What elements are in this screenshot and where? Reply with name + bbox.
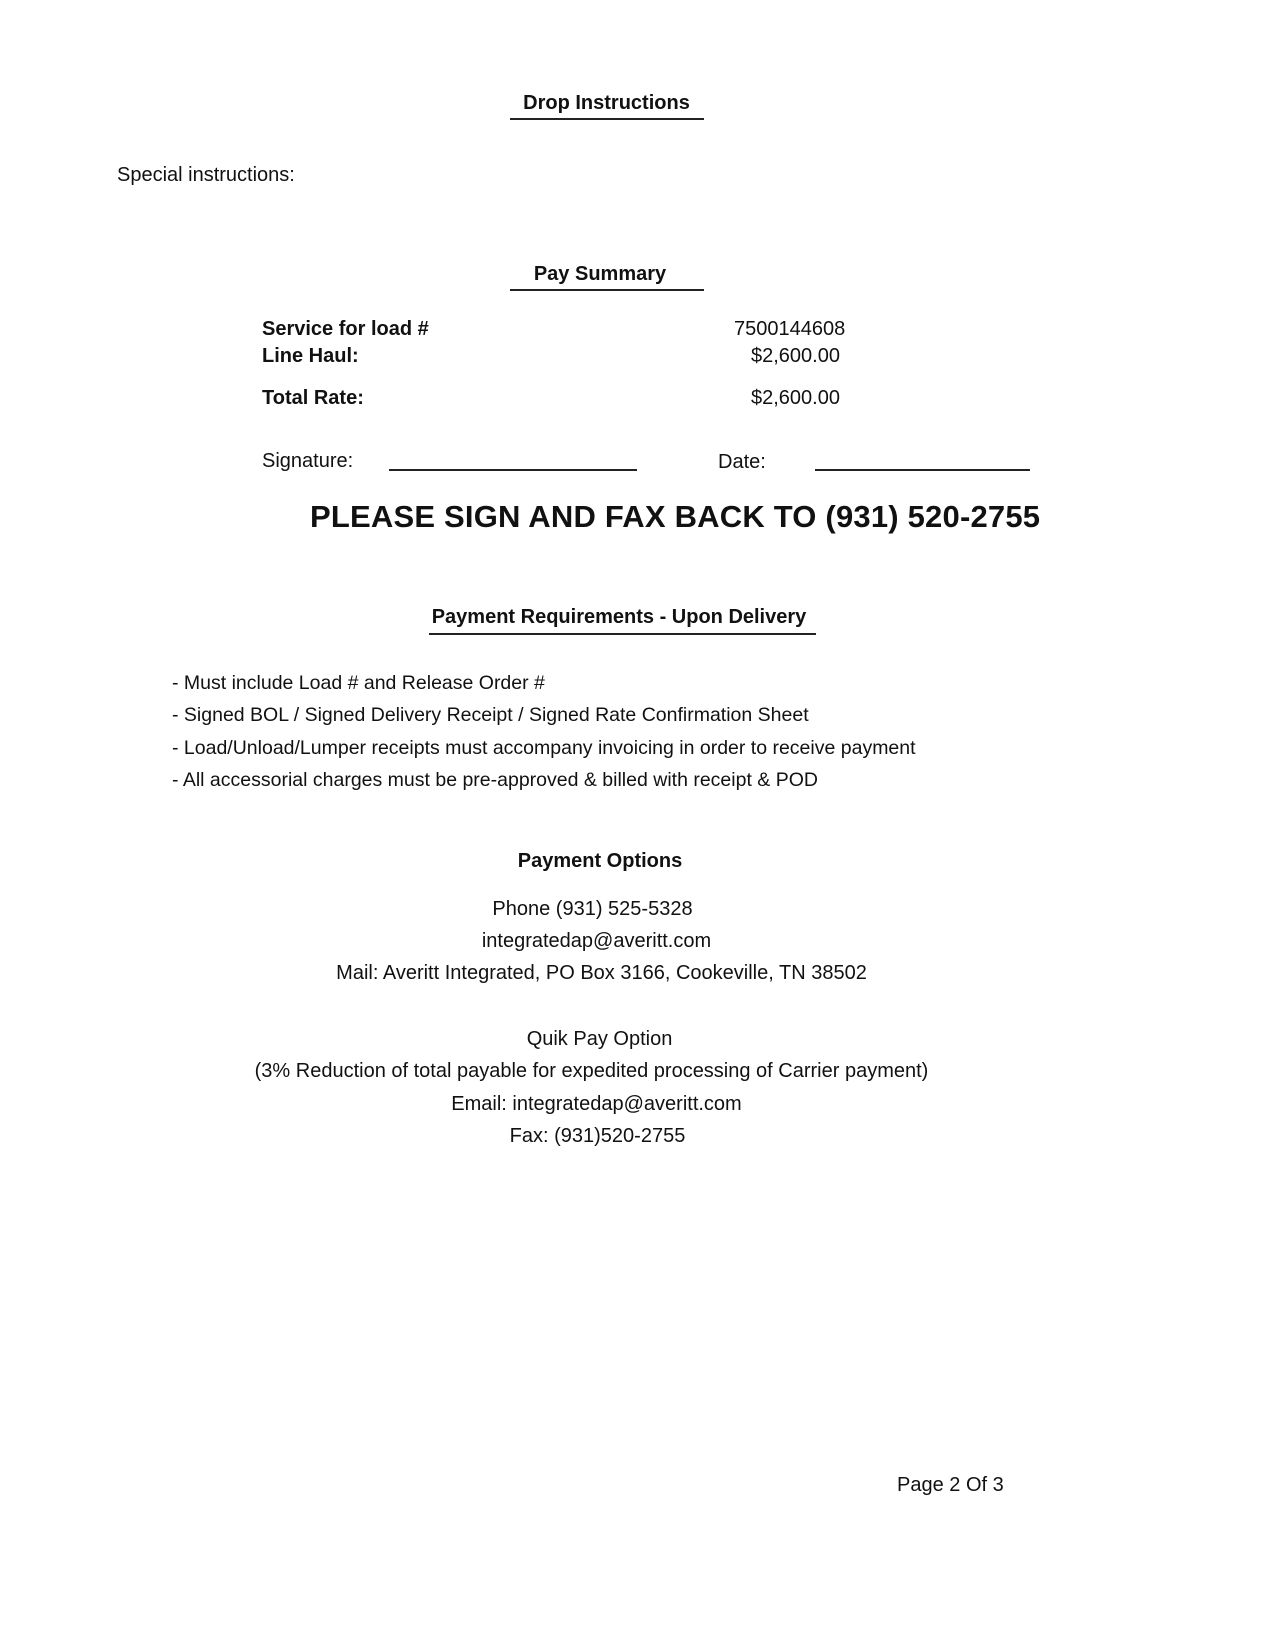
payment-requirements-heading: Payment Requirements - Upon Delivery [431,606,807,628]
requirement-item: - Must include Load # and Release Order # [172,672,545,694]
pay-summary-underline [510,289,704,291]
quik-pay-note: (3% Reduction of total payable for expedited processing of Carrier payment) [254,1060,929,1082]
requirement-item: - Signed BOL / Signed Delivery Receipt / Signed Rate Confirmation Sheet [172,704,809,726]
page-number: Page 2 Of 3 [897,1474,1004,1496]
payment-requirements-underline [429,633,816,635]
quik-pay-email[interactable]: Email: integratedap@averitt.com [451,1093,742,1115]
service-load-value: 7500144608 [734,318,846,340]
service-load-label: Service for load # [262,318,429,340]
line-haul-value: $2,600.00 [751,345,840,367]
payment-mail-address: Mail: Averitt Integrated, PO Box 3166, Cookeville, TN 38502 [336,962,867,984]
requirement-item: - All accessorial charges must be pre-approved & billed with receipt & POD [172,769,818,791]
payment-email[interactable]: integratedap@averitt.com [481,930,712,952]
quik-pay-fax: Fax: (931)520-2755 [509,1125,686,1147]
payment-phone: Phone (931) 525-5328 [492,898,693,920]
date-label: Date: [718,451,766,473]
signature-line[interactable] [389,469,637,471]
date-line[interactable] [815,469,1030,471]
total-rate-label: Total Rate: [262,387,364,409]
signature-label: Signature: [262,450,354,472]
payment-options-heading: Payment Options [517,850,683,872]
quik-pay-title: Quik Pay Option [526,1028,673,1050]
fax-back-banner: PLEASE SIGN AND FAX BACK TO (931) 520-2755 [310,499,1041,534]
total-rate-value: $2,600.00 [751,387,840,409]
drop-instructions-underline [510,118,704,120]
pay-summary-heading: Pay Summary [533,263,667,285]
line-haul-label: Line Haul: [262,345,359,367]
requirement-item: - Load/Unload/Lumper receipts must accompany invoicing in order to receive payment [172,737,916,759]
special-instructions-label: Special instructions: [117,164,295,186]
drop-instructions-heading: Drop Instructions [523,92,690,114]
